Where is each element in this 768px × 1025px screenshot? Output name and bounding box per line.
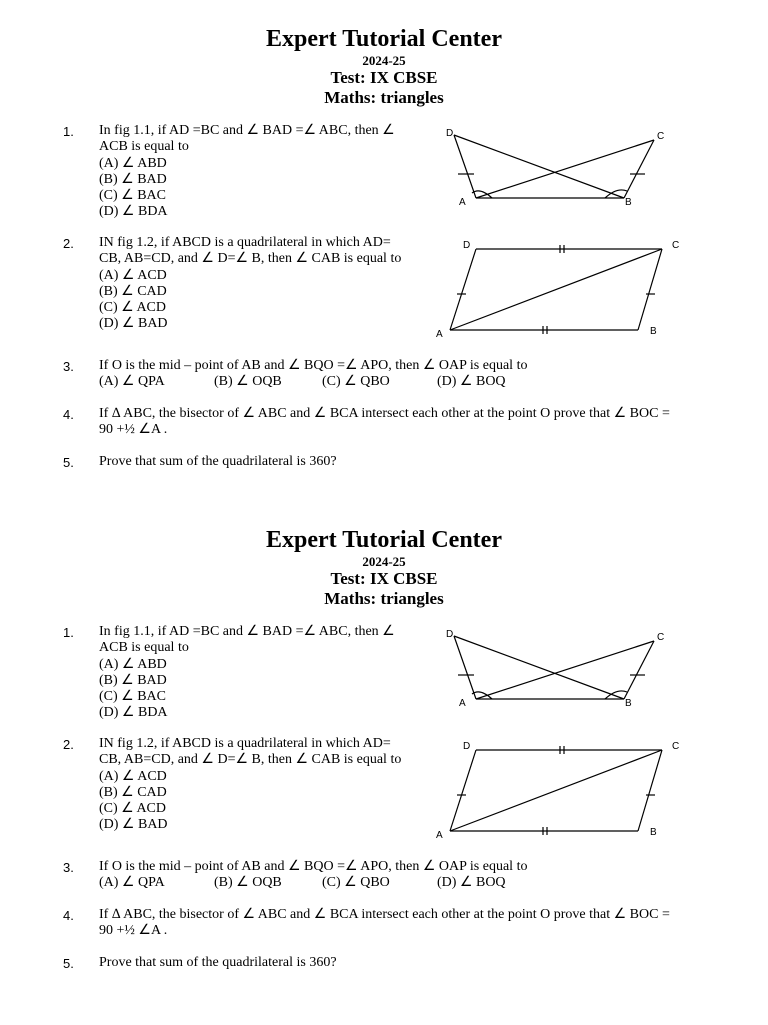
option-a: (A) ∠ QPA [99, 374, 165, 390]
vertex-label-c: C [672, 741, 680, 752]
option-d: (D) ∠ BAD [99, 817, 168, 833]
question-number: 1. [63, 625, 74, 640]
question-text: If O is the mid – point of AB and ∠ BQO =∠ APO, then ∠ OAP is equal to [99, 859, 528, 874]
vertex-label-a: A [436, 830, 443, 840]
segment-ac [476, 641, 654, 699]
option-b: (B) ∠ BAD [99, 672, 167, 688]
segment-cb [638, 750, 662, 831]
question-number: 1. [63, 124, 74, 139]
worksheet-bottom [0, 525, 768, 1025]
vertex-label-b: B [650, 326, 657, 337]
option-d: (D) ∠ BDA [99, 204, 168, 220]
vertex-label-b: B [625, 197, 632, 208]
vertex-label-a: A [459, 197, 466, 208]
segment-db [454, 135, 624, 198]
option-c: (C) ∠ QBO [322, 875, 390, 891]
option-a: (A) ∠ ABD [99, 155, 167, 171]
question-text: In fig 1.1, if AD =BC and ∠ BAD =∠ ABC, then ∠ ACB is equal to [99, 624, 395, 656]
question-number: 4. [63, 407, 74, 422]
option-b: (B) ∠ CAD [99, 283, 167, 299]
vertex-label-d: D [463, 240, 471, 251]
segment-cb [638, 249, 662, 330]
question-number: 3. [63, 860, 74, 875]
academic-year: 2024-25 [362, 53, 406, 68]
option-c: (C) ∠ ACD [99, 300, 166, 316]
question-number: 2. [63, 737, 74, 752]
option-d: (D) ∠ BOQ [437, 875, 506, 891]
option-c: (C) ∠ BAC [99, 188, 166, 204]
segment-ad [450, 750, 476, 831]
question-number: 4. [63, 908, 74, 923]
vertex-label-b: B [650, 827, 657, 838]
question-number: 5. [63, 956, 74, 971]
question-text: In fig 1.1, if AD =BC and ∠ BAD =∠ ABC, then ∠ ACB is equal to [99, 123, 395, 155]
segment-ac [450, 750, 662, 831]
vertex-label-d: D [446, 128, 454, 139]
option-c: (C) ∠ BAC [99, 689, 166, 705]
figure-1-2-diagram [430, 740, 690, 840]
segment-db [454, 636, 624, 699]
option-d: (D) ∠ BOQ [437, 374, 506, 390]
subject-title: Maths: triangles [324, 589, 444, 608]
option-a: (A) ∠ ABD [99, 656, 167, 672]
segment-ad [454, 636, 476, 699]
question-text: Prove that sum of the quadrilateral is 360? [99, 955, 337, 970]
test-name: Test: IX CBSE [330, 68, 438, 87]
page-title: Expert Tutorial Center [266, 26, 502, 52]
option-a: (A) ∠ ACD [99, 768, 167, 784]
question-text: If ∆ ABC, the bisector of ∠ ABC and ∠ BCA intersect each other at the point O prove that ∠ BOC = 90 +½ ∠A . [99, 406, 670, 438]
question-number: 3. [63, 359, 74, 374]
question-text: If ∆ ABC, the bisector of ∠ ABC and ∠ BCA intersect each other at the point O prove that ∠ BOC = 90 +½ ∠A . [99, 907, 670, 939]
academic-year: 2024-25 [362, 554, 406, 569]
vertex-label-c: C [657, 632, 665, 643]
segment-ad [450, 249, 476, 330]
vertex-label-a: A [436, 329, 443, 339]
option-d: (D) ∠ BDA [99, 705, 168, 721]
figure-1-2-diagram [430, 239, 690, 339]
vertex-label-d: D [463, 741, 471, 752]
option-b: (B) ∠ CAD [99, 784, 167, 800]
vertex-label-a: A [459, 698, 466, 709]
question-number: 2. [63, 236, 74, 251]
page-title: Expert Tutorial Center [266, 527, 502, 553]
segment-ac [450, 249, 662, 330]
options-row [99, 374, 679, 390]
vertex-label-d: D [446, 629, 454, 640]
question-text: IN fig 1.2, if ABCD is a quadrilateral in which AD= CB, AB=CD, and ∠ D=∠ B, then ∠ CAB is equal to [99, 736, 402, 768]
test-name: Test: IX CBSE [330, 569, 438, 588]
option-b: (B) ∠ BAD [99, 171, 167, 187]
segment-ac [476, 140, 654, 198]
option-b: (B) ∠ OQB [214, 374, 282, 390]
question-text: If O is the mid – point of AB and ∠ BQO =∠ APO, then ∠ OAP is equal to [99, 358, 528, 373]
vertex-label-b: B [625, 698, 632, 709]
option-d: (D) ∠ BAD [99, 316, 168, 332]
worksheet-header [0, 525, 768, 608]
option-c: (C) ∠ ACD [99, 801, 166, 817]
option-a: (A) ∠ QPA [99, 875, 165, 891]
segment-ad [454, 135, 476, 198]
option-c: (C) ∠ QBO [322, 374, 390, 390]
option-a: (A) ∠ ACD [99, 267, 167, 283]
option-b: (B) ∠ OQB [214, 875, 282, 891]
vertex-label-c: C [672, 240, 680, 251]
question-number: 5. [63, 455, 74, 470]
figure-1-1-diagram [440, 624, 680, 709]
vertex-label-c: C [657, 131, 665, 142]
worksheet-top [0, 24, 768, 524]
question-text: Prove that sum of the quadrilateral is 360? [99, 454, 337, 469]
question-text: IN fig 1.2, if ABCD is a quadrilateral in which AD= CB, AB=CD, and ∠ D=∠ B, then ∠ CAB is equal to [99, 235, 402, 267]
options-row [99, 875, 679, 891]
worksheet-header [0, 24, 768, 107]
subject-title: Maths: triangles [324, 88, 444, 107]
figure-1-1-diagram [440, 123, 680, 208]
